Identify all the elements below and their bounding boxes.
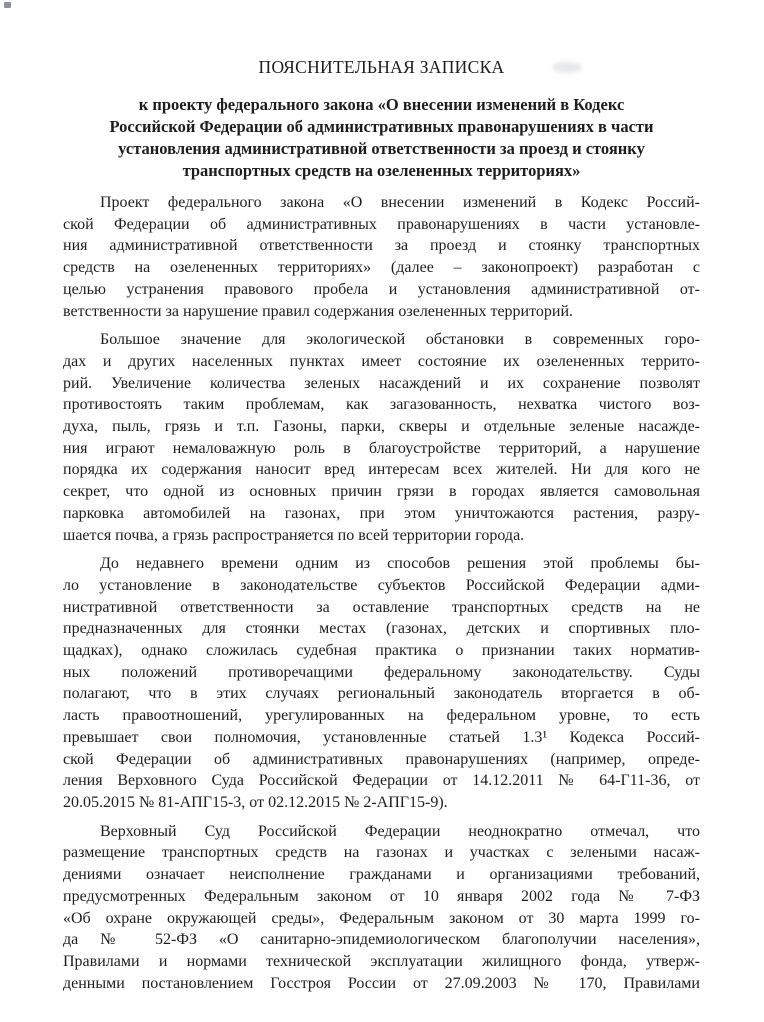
paragraph-3 <box>63 553 700 813</box>
paragraph-line: ло установление в законодательстве субъектов Российской Федерации адми- <box>63 576 700 594</box>
document-subtitle <box>63 94 700 182</box>
paragraph-line: нистративной ответственности за оставление транспортных средств на не <box>63 598 700 616</box>
paragraph-line: Большое значение для экологической обстановки в современных горо- <box>100 331 700 349</box>
paragraph-line: духа, пыль, грязь и т.п. Газоны, парки, скверы и отдельные зеленые насажде- <box>63 418 700 436</box>
paragraph-line: да № 52-ФЗ «О санитарно-эпидемиологическом благополучии населения», <box>63 931 700 949</box>
paragraph-line: Проект федерального закона «О внесении изменений в Кодекс Россий- <box>100 194 700 211</box>
paragraph-line: денными постановлением Госстроя России от 27.09.2003 № 170, Правилами <box>63 974 700 992</box>
subtitle-line: к проекту федерального закона «О внесении изменений в Кодекс <box>138 95 625 114</box>
scan-artifact-smudge <box>552 62 582 73</box>
paragraph-line: предназначенных для стоянки местах (газонах, детских и спортивных пло- <box>63 620 700 638</box>
paragraph-line: ния административной ответственности за проезд и стоянку транспортных <box>63 237 700 255</box>
paragraph-line: До недавнего времени одним из способов решения этой проблемы бы- <box>100 555 700 573</box>
page-title: ПОЯСНИТЕЛЬНАЯ ЗАПИСКА <box>258 57 505 77</box>
paragraph-1 <box>63 192 700 322</box>
paragraph-line: Верховный Суд Российской Федерации неоднократно отмечал, что <box>100 822 700 840</box>
paragraph-2 <box>63 329 700 546</box>
paragraph-line: парковка автомобилей на газонах, при этом уничтожаются растения, разру- <box>63 504 700 522</box>
scan-artifact-speck <box>4 2 11 8</box>
paragraph-line: ния играют немаловажную роль в благоустройстве территорий, а нарушение <box>63 439 700 457</box>
paragraph-line: ветственности за нарушение правил содержания озелененных территорий. <box>63 302 574 320</box>
paragraph-line: рий. Увеличение количества зеленых насаждений и их сохранение позволят <box>63 374 700 392</box>
paragraph-4 <box>63 821 700 995</box>
paragraph-line: средств на озелененных территориях» (далее – законопроект) разработан с <box>63 259 700 277</box>
paragraph-line: дах и других населенных пунктах имеет состояние их озелененных террито- <box>63 352 700 370</box>
paragraph-line: полагают, что в этих случаях региональный законодатель вторгается в об- <box>63 685 700 703</box>
paragraph-line: ской Федерации об административных правонарушениях в части установле- <box>63 215 700 233</box>
document-body <box>63 192 700 994</box>
paragraph-line: Правилами и нормами технической эксплуатации жилищного фонда, утверж- <box>63 952 700 970</box>
paragraph-line: размещение транспортных средств на газонах и участках с зелеными насаж- <box>63 844 700 862</box>
paragraph-line: щадках), однако сложилась судебная практика о признании таких норматив- <box>63 642 700 660</box>
subtitle-line: Российской Федерации об административных правонарушениях в части <box>109 117 654 136</box>
paragraph-line: ласть правоотношений, урегулированных на федеральном уровне, то есть <box>63 707 700 725</box>
paragraph-line: шается почва, а грязь распространяется по всей территории города. <box>63 526 525 544</box>
subtitle-line: транспортных средств на озелененных территориях» <box>182 161 581 180</box>
paragraph-line: предусмотренных Федеральным законом от 10 января 2002 года № 7-ФЗ <box>63 887 700 905</box>
paragraph-line: «Об охране окружающей среды», Федеральным законом от 30 марта 1999 го- <box>63 909 700 927</box>
paragraph-line: ных положений противоречащими федеральному законодательству. Суды <box>63 663 700 681</box>
paragraph-line: превышает свои полномочия, установленные статьей 1.3¹ Кодекса Россий- <box>63 728 700 746</box>
paragraph-line: 20.05.2015 № 81-АПГ15-3, от 02.12.2015 № 2-АПГ15-9). <box>63 793 448 811</box>
paragraph-line: ления Верховного Суда Российской Федерации от 14.12.2011 № 64-Г11-36, от <box>63 772 700 790</box>
paragraph-line: ской Федерации об административных правонарушениях (например, опреде- <box>63 750 700 768</box>
subtitle-line: установления административной ответственности за проезд и стоянку <box>118 139 645 158</box>
paragraph-line: порядка их содержания наносит вред интересам всех жителей. Ни для кого не <box>63 461 700 479</box>
paragraph-line: целью устранения правового пробела и установления административной от- <box>63 280 700 298</box>
paragraph-line: секрет, что одной из основных причин грязи в городах является самовольная <box>63 483 700 501</box>
paragraph-line: дениями означает неисполнение гражданами и организациями требований, <box>63 866 700 884</box>
paragraph-line: противостоять таким проблемам, как загазованность, нехватка чистого воз- <box>63 396 700 414</box>
